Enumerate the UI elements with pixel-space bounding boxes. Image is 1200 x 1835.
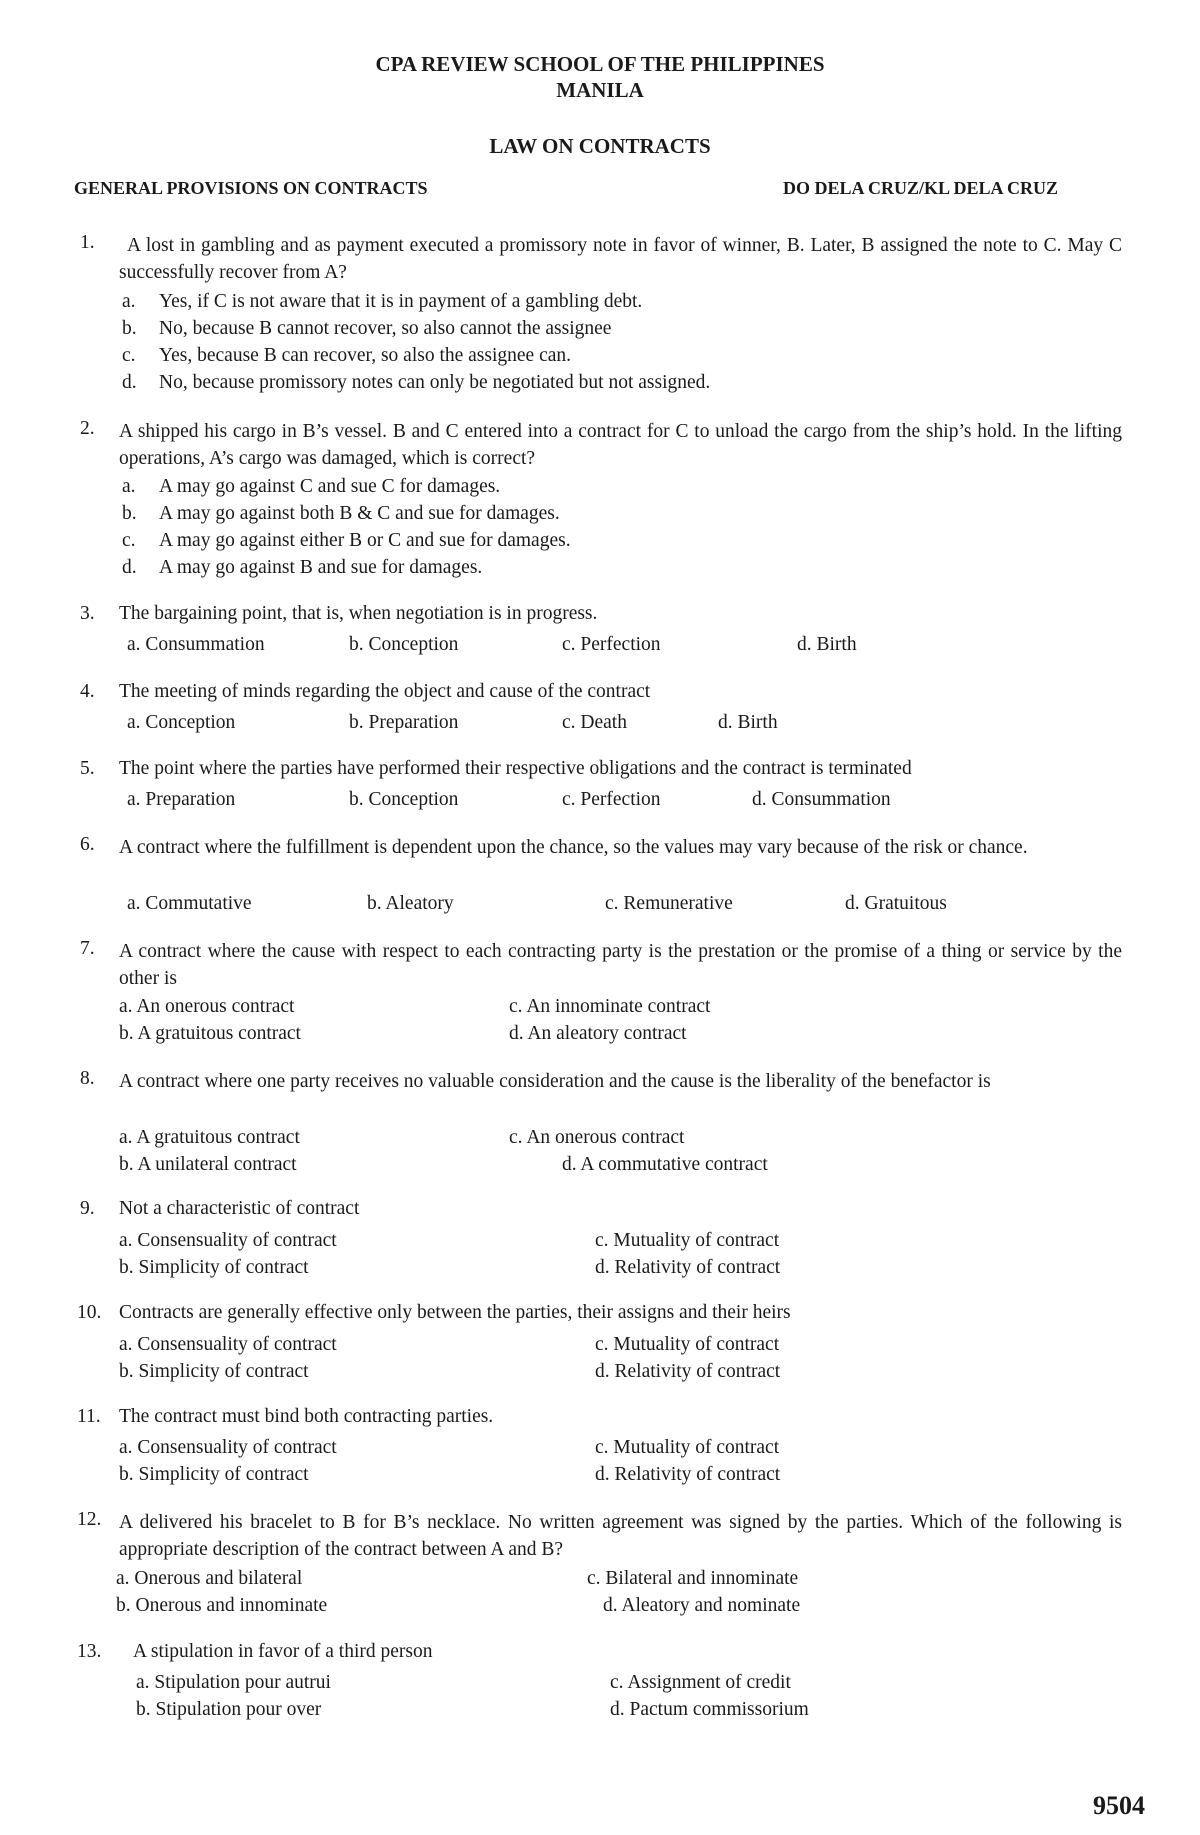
option-text: Yes, if C is not aware that it is in payment of a gambling debt.: [159, 291, 643, 312]
option: b. Conception: [349, 634, 459, 655]
option: d. Relativity of contract: [595, 1464, 781, 1485]
option-letter: c.: [122, 530, 136, 551]
question-stem: Contracts are generally effective only between the parties, their assigns and their heirs: [119, 1302, 791, 1323]
option: a. Consensuality of contract: [119, 1230, 337, 1251]
option: c. Perfection: [562, 789, 661, 810]
option: d. Birth: [797, 634, 857, 655]
option: c. An innominate contract: [509, 996, 711, 1017]
question-number: 12.: [77, 1509, 102, 1530]
option: b. Simplicity of contract: [119, 1257, 309, 1278]
option: a. Consensuality of contract: [119, 1437, 337, 1458]
option: d. Birth: [718, 712, 778, 733]
question-stem: A contract where one party receives no valuable consideration and the cause is the liberality of the benefactor is: [119, 1071, 991, 1092]
question-stem: The contract must bind both contracting parties.: [119, 1406, 494, 1427]
option: d. An aleatory contract: [509, 1023, 687, 1044]
option: c. Assignment of credit: [610, 1672, 791, 1693]
question-stem: The point where the parties have performed their respective obligations and the contract is terminated: [119, 758, 912, 779]
question-stem: A contract where the fulfillment is dependent upon the chance, so the values may vary because of the risk or chance.: [119, 837, 1028, 858]
question-number: 8.: [80, 1068, 95, 1089]
option: a. Stipulation pour autrui: [136, 1672, 331, 1693]
option: b. Onerous and innominate: [116, 1595, 328, 1616]
question-number: 9.: [80, 1198, 95, 1219]
option: b. Preparation: [349, 712, 459, 733]
option: d. Aleatory and nominate: [603, 1595, 801, 1616]
question-number: 10.: [77, 1302, 102, 1323]
option: d. Relativity of contract: [595, 1257, 781, 1278]
option-letter: a.: [122, 291, 136, 312]
option-text: A may go against both B & C and sue for damages.: [159, 503, 560, 524]
document-title: LAW ON CONTRACTS: [489, 134, 711, 158]
option-letter: d.: [122, 372, 137, 393]
option: a. An onerous contract: [119, 996, 295, 1017]
question-number: 6.: [80, 834, 95, 855]
option-text: A may go against B and sue for damages.: [159, 557, 483, 578]
option: a. Onerous and bilateral: [116, 1568, 303, 1589]
option: c. Perfection: [562, 634, 661, 655]
question-number: 7.: [80, 938, 95, 959]
option-text: A may go against C and sue C for damages.: [159, 476, 501, 497]
option: b. Conception: [349, 789, 459, 810]
question-number: 13.: [77, 1641, 102, 1662]
question-stem: A shipped his cargo in B’s vessel. B and C entered into a contract for C to unload the cargo from the ship’s hold. In the lifting operations, A’s cargo was damaged, which is correct?: [119, 421, 1122, 469]
option: b. Stipulation pour over: [136, 1699, 322, 1720]
question-stem: A delivered his bracelet to B for B’s necklace. No written agreement was signed by the parties. Which of the following is appropriate description of the contract between A and B?: [119, 1512, 1122, 1560]
option: b. Simplicity of contract: [119, 1464, 309, 1485]
question-number: 2.: [80, 418, 95, 439]
option: a. A gratuitous contract: [119, 1127, 300, 1148]
option: d. Gratuitous: [845, 893, 947, 914]
option: c. An onerous contract: [509, 1127, 685, 1148]
school-name: CPA REVIEW SCHOOL OF THE PHILIPPINES: [375, 52, 825, 76]
option-letter: d.: [122, 557, 137, 578]
option: a. Preparation: [127, 789, 236, 810]
option: c. Death: [562, 712, 627, 733]
option: c. Mutuality of contract: [595, 1230, 780, 1251]
page-code: 9504: [1093, 1791, 1145, 1820]
option-letter: b.: [122, 318, 137, 339]
option-letter: c.: [122, 345, 136, 366]
question-stem: A stipulation in favor of a third person: [133, 1641, 433, 1662]
author-names: DO DELA CRUZ/KL DELA CRUZ: [783, 178, 1059, 198]
question-stem: Not a characteristic of contract: [119, 1198, 360, 1219]
question-number: 1.: [80, 232, 95, 253]
question-stem: The bargaining point, that is, when negotiation is in progress.: [119, 603, 598, 624]
option-text: Yes, because B can recover, so also the assignee can.: [159, 345, 572, 366]
option: d. Consummation: [752, 789, 891, 810]
option: c. Mutuality of contract: [595, 1437, 780, 1458]
question-stem: A lost in gambling and as payment executed a promissory note in favor of winner, B. Later, B assigned the note to C. May C successfully recover from A?: [119, 235, 1122, 283]
option-letter: a.: [122, 476, 136, 497]
question-stem: The meeting of minds regarding the object and cause of the contract: [119, 681, 651, 702]
option: b. A gratuitous contract: [119, 1023, 301, 1044]
option: b. Aleatory: [367, 893, 454, 914]
option: b. A unilateral contract: [119, 1154, 297, 1175]
question-stem: A contract where the cause with respect to each contracting party is the prestation or the promise of a thing or service by the other is: [119, 941, 1122, 989]
option: a. Consensuality of contract: [119, 1334, 337, 1355]
question-number: 5.: [80, 758, 95, 779]
option-text: A may go against either B or C and sue for damages.: [159, 530, 571, 551]
option: a. Consummation: [127, 634, 265, 655]
option: c. Mutuality of contract: [595, 1334, 780, 1355]
question-number: 3.: [80, 603, 95, 624]
option-text: No, because B cannot recover, so also cannot the assignee: [159, 318, 612, 339]
question-number: 4.: [80, 681, 95, 702]
city-name: MANILA: [556, 78, 644, 102]
option: a. Commutative: [127, 893, 252, 914]
option-letter: b.: [122, 503, 137, 524]
option-text: No, because promissory notes can only be negotiated but not assigned.: [159, 372, 711, 393]
option: d. A commutative contract: [562, 1154, 768, 1175]
option: a. Conception: [127, 712, 236, 733]
option: d. Relativity of contract: [595, 1361, 781, 1382]
option: c. Remunerative: [605, 893, 733, 914]
option: d. Pactum commissorium: [610, 1699, 809, 1720]
option: c. Bilateral and innominate: [587, 1568, 799, 1589]
question-number: 11.: [77, 1406, 101, 1427]
option: b. Simplicity of contract: [119, 1361, 309, 1382]
section-heading: GENERAL PROVISIONS ON CONTRACTS: [74, 178, 428, 198]
